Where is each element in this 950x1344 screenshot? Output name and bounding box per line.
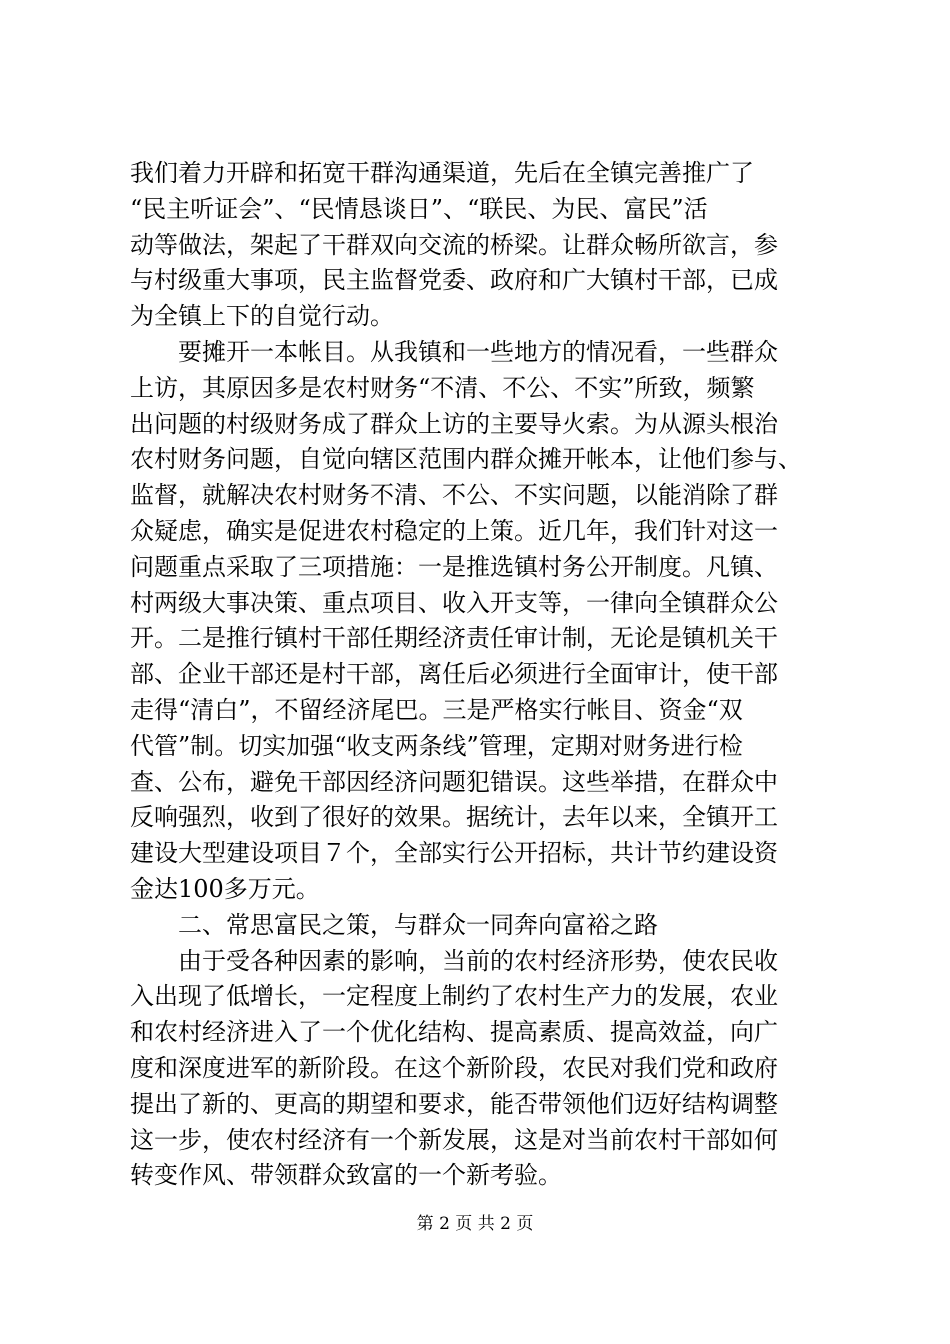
text-line: 动等做法，架起了干群双向交流的桥梁。让群众畅所欲言，参 [130,230,778,259]
text-line: 出问题的村级财务成了群众上访的主要导火索。为从源头根治 [130,409,778,438]
text-line: 这一步，使农村经济有一个新发展，这是对当前农村干部如何 [130,1125,778,1154]
text-line: 众疑虑，确实是促进农村稳定的上策。近几年，我们针对这一 [130,516,778,545]
text-line: 反响强烈，收到了很好的效果。据统计，去年以来，全镇开工 [130,803,778,832]
text-line: 查、公布，避免干部因经济问题犯错误。这些举措，在群众中 [130,767,778,796]
text-line: 金达100多万元。 [130,874,320,903]
text-line: 转变作风、带领群众致富的一个新考验。 [130,1161,562,1190]
text-line: 和农村经济进入了一个优化结构、提高素质、提高效益，向广 [130,1018,778,1047]
page-footer: 第 2 页 共 2 页 [416,1214,534,1234]
text-line: 监督，就解决农村财务不清、不公、不实问题，以能消除了群 [130,481,778,510]
document-body [130,156,830,1194]
text-line: 走得“清白”，不留经济尾巴。三是严格实行帐目、资金“双 [130,695,743,724]
text-line: 我们着力开辟和拓宽干群沟通渠道，先后在全镇完善推广了 [130,159,754,187]
text-line: 要摊开一本帐目。从我镇和一些地方的情况看，一些群众 [130,337,778,366]
text-line: 由于受各种因素的影响，当前的农村经济形势，使农民收 [130,946,778,975]
text-line: 为全镇上下的自觉行动。 [130,302,394,331]
text-line: 问题重点采取了三项措施：一是推选镇村务公开制度。凡镇、 [130,552,778,581]
text-line: 入出现了低增长，一定程度上制约了农村生产力的发展，农业 [130,982,778,1011]
text-line: 建设大型建设项目７个，全部实行公开招标，共计节约建设资 [130,839,778,868]
text-line: 提出了新的、更高的期望和要求，能否带领他们迈好结构调整 [130,1089,778,1118]
text-line: 度和深度进军的新阶段。在这个新阶段，农民对我们党和政府 [130,1053,778,1082]
text-line: 与村级重大事项，民主监督党委、政府和广大镇村干部，已成 [130,266,778,295]
text-line: “民主听证会”、“民情恳谈日”、“联民、为民、富民”活 [130,194,708,223]
text-line: 上访，其原因多是农村财务“不清、不公、不实”所致，频繁 [130,373,755,402]
text-line: 代管”制。切实加强“收支两条线”管理，定期对财务进行检 [130,731,743,760]
text-line: 部、企业干部还是村干部，离任后必须进行全面审计，使干部 [130,660,778,689]
text-line: 农村财务问题，自觉向辖区范围内群众摊开帐本，让他们参与、 [130,445,802,474]
text-line: 开。二是推行镇村干部任期经济责任审计制，无论是镇机关干 [130,624,778,653]
text-line: 村两级大事决策、重点项目、收入开支等，一律向全镇群众公 [130,588,778,617]
text-line: 二、常思富民之策，与群众一同奔向富裕之路 [130,910,658,939]
